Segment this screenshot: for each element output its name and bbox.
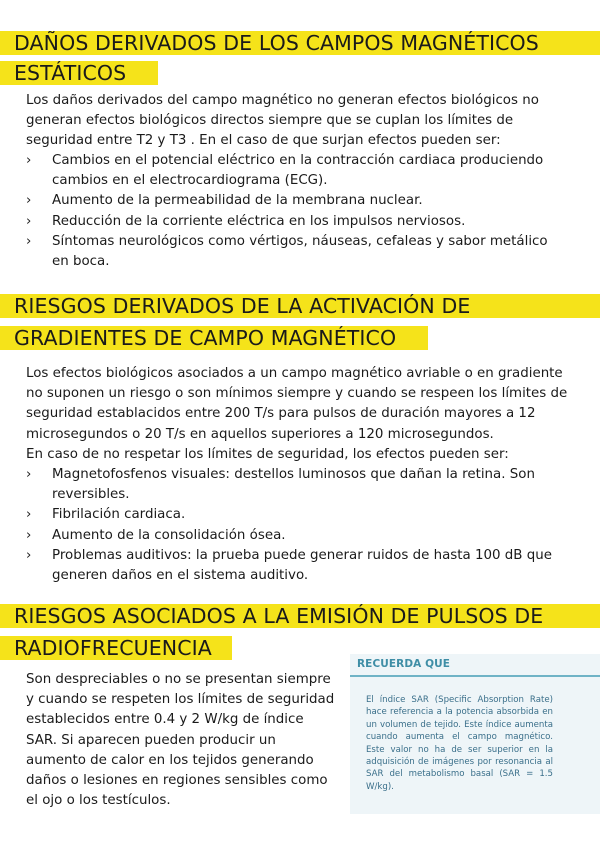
list-item: › Reducción de la corriente eléctrica en los impulsos nerviosos.	[26, 212, 566, 232]
list-item: › Aumento de la consolidación ósea.	[26, 526, 566, 546]
bullet-marker: ›	[26, 193, 32, 209]
section-paragraph: En caso de no respetar los límites de seguridad, los efectos pueden ser:	[26, 447, 509, 462]
section-heading: ESTÁTICOS	[14, 61, 127, 85]
section-heading: RIESGOS DERIVADOS DE LA ACTIVACIÓN DE	[14, 294, 471, 318]
bullet-marker: ›	[26, 467, 32, 482]
section-paragraph: Los efectos biológicos asociados a un campo magnético avriable o en gradiente no suponen un riesgo o son mínimos siempre y cuando se respeen los límites de seguridad establacidos entre 200 T/s para pulsos de duración mayores a 12 microsegundos o 20 T/s en aquellos superiores a 120 microsegundos.	[26, 366, 568, 442]
bullet-marker: ›	[26, 527, 32, 543]
list-item: › Cambios en el potencial eléctrico en la contracción cardiaca produciendo cambios en el electrocardiograma (ECG).	[26, 153, 544, 189]
section-heading: RIESGOS ASOCIADOS A LA EMISIÓN DE PULSOS DE	[14, 604, 544, 628]
list-item: › Síntomas neurológicos como vértigos, náuseas, cefaleas y sabor metálico en boca.	[26, 233, 548, 270]
bullet-list	[26, 465, 566, 586]
section-heading: DAÑOS DERIVADOS DE LOS CAMPOS MAGNÉTICOS	[14, 31, 539, 55]
section-paragraph: Son despreciables o no se presentan siempre y cuando se respeten los límites de seguridad establecidos entre 0.4 y 2 W/kg de índice SAR. Si aparecen pueden producir un aumento de calor en los tejidos generando daños o lesiones en regiones sensibles como el ojo o los testículos.	[26, 672, 335, 809]
bullet-list	[26, 151, 566, 272]
list-item: › Magnetofosfenos visuales: destellos luminosos que dañan la retina. Son reversibles.	[26, 467, 535, 503]
bullet-marker: ›	[26, 507, 32, 523]
list-item: › Fibrilación cardiaca.	[26, 505, 566, 525]
reminder-text: El índice SAR (Specific Absorption Rate) hace referencia a la potencia absorbida en un volumen de tejido. Este índice aumenta cuando aumenta el campo magnético. Este valor no ha de ser superior en la adquisición de imágenes por resonancia al SAR del metabolismo basal (SAR = 1.5 W/kg).	[366, 695, 553, 792]
bullet-marker: ›	[26, 213, 32, 229]
section-heading: RADIOFRECUENCIA	[14, 636, 212, 660]
bullet-marker: ›	[26, 233, 32, 249]
bullet-marker: ›	[26, 547, 32, 563]
bullet-marker: ›	[26, 153, 32, 168]
reminder-title: RECUERDA QUE	[357, 658, 451, 670]
section-paragraph: Los daños derivados del campo magnético no generan efectos biológicos no generan efectos biológicos directos siempre que se cuplan los límites de seguridad entre T2 y T3 . En el caso de que surjan efectos pueden ser:	[26, 93, 539, 149]
reminder-divider	[350, 675, 600, 677]
list-item: › Problemas auditivos: la prueba puede generar ruidos de hasta 100 dB que generen daños en el sistema auditivo.	[26, 547, 552, 584]
list-item: › Aumento de la permeabilidad de la membrana nuclear.	[26, 191, 566, 211]
section-heading: GRADIENTES DE CAMPO MAGNÉTICO	[14, 326, 397, 350]
